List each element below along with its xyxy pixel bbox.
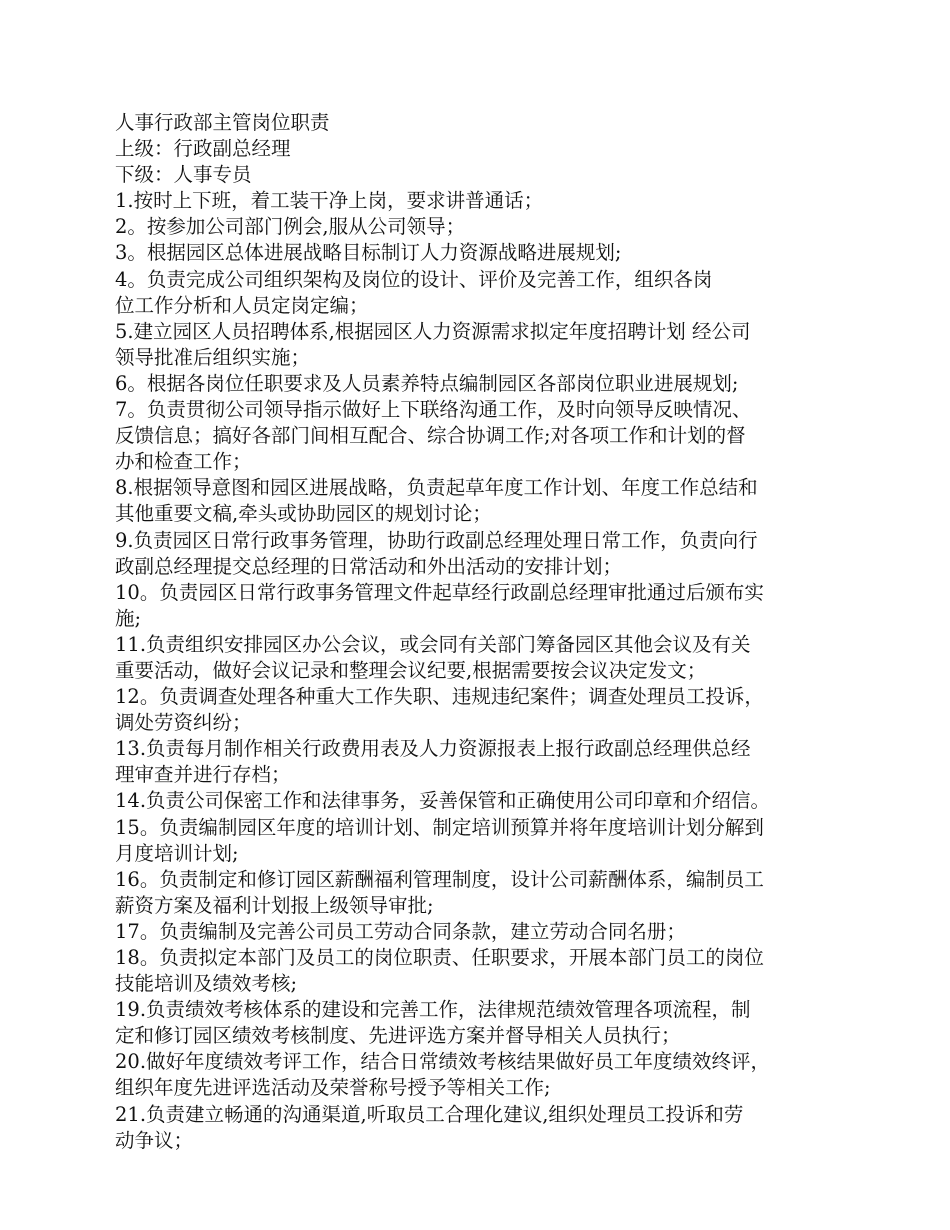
duty-line: 12。负责调查处理各种重大工作失职、违规违纪案件；调查处理员工投诉， — [115, 685, 764, 709]
duty-line: 反馈信息；搞好各部门间相互配合、综合协调工作;对各项工作和计划的督 — [115, 424, 746, 448]
subordinate-line: 下级：人事专员 — [115, 163, 252, 187]
duty-line: 19.负责绩效考核体系的建设和完善工作，法律规范绩效管理各项流程，制 — [115, 998, 751, 1022]
duty-line: 调处劳资纠纷； — [115, 711, 252, 735]
duty-line: 1.按时上下班，着工装干净上岗，要求讲普通话； — [115, 189, 544, 213]
duty-line: 10。负责园区日常行政事务管理文件起草经行政副总经理审批通过后颁布实 — [115, 580, 764, 604]
duty-line: 16。负责制定和修订园区薪酬福利管理制度，设计公司薪酬体系，编制员工 — [115, 867, 764, 891]
duty-line: 6。根据各岗位任职要求及人员素养特点编制园区各部岗位职业进展规划; — [115, 371, 739, 395]
superior-line: 上级：行政副总经理 — [115, 137, 291, 161]
duty-line: 3。根据园区总体进展战略目标制订人力资源战略进展规划; — [115, 241, 622, 265]
duty-line: 领导批准后组织实施； — [115, 345, 311, 369]
duty-line: 政副总经理提交总经理的日常活动和外出活动的安排计划； — [115, 554, 623, 578]
duty-line: 8.根据领导意图和园区进展战略，负责起草年度工作计划、年度工作总结和 — [115, 476, 758, 500]
duty-line: 理审查并进行存档； — [115, 763, 291, 787]
duty-line: 施; — [115, 606, 142, 630]
duty-line: 13.负责每月制作相关行政费用表及人力资源报表上报行政副总经理供总经 — [115, 737, 751, 761]
duty-line: 21.负责建立畅通的沟通渠道,听取员工合理化建议,组织处理员工投诉和劳 — [115, 1102, 744, 1126]
duty-line: 办和检查工作； — [115, 450, 252, 474]
duty-line: 14.负责公司保密工作和法律事务，妥善保管和正确使用公司印章和介绍信。 — [115, 789, 771, 813]
document-body — [115, 110, 855, 1154]
duty-line: 20.做好年度绩效考评工作，结合日常绩效考核结果做好员工年度绩效终评， — [115, 1050, 771, 1074]
duty-line: 5.建立园区人员招聘体系,根据园区人力资源需求拟定年度招聘计划 经公司 — [115, 319, 751, 343]
duty-line: 位工作分析和人员定岗定编； — [115, 293, 369, 317]
duty-line: 7。负责贯彻公司领导指示做好上下联络沟通工作，及时向领导反映情况、 — [115, 398, 752, 422]
duty-line: 11.负责组织安排园区办公会议，或会同有关部门筹备园区其他会议及有关 — [115, 632, 751, 656]
duties-list — [115, 188, 855, 1153]
duty-line: 动争议； — [115, 1128, 194, 1152]
duty-line: 2。按参加公司部门例会,服从公司领导； — [115, 215, 466, 239]
duty-line: 定和修订园区绩效考核制度、先进评选方案并督导相关人员执行； — [115, 1024, 681, 1048]
duty-line: 其他重要文稿,牵头或协助园区的规划讨论； — [115, 502, 492, 526]
duty-line: 薪资方案及福利计划报上级领导审批; — [115, 893, 434, 917]
duty-line: 组织年度先进评选活动及荣誉称号授予等相关工作; — [115, 1076, 551, 1100]
duty-line: 18。负责拟定本部门及员工的岗位职责、任职要求，开展本部门员工的岗位 — [115, 946, 764, 969]
duty-line: 重要活动，做好会议记录和整理会议纪要,根据需要按会议决定发文； — [115, 658, 707, 682]
document-title: 人事行政部主管岗位职责 — [115, 111, 330, 134]
duty-line: 17。负责编制及完善公司员工劳动合同条款，建立劳动合同名册； — [115, 919, 686, 943]
duty-line: 9.负责园区日常行政事务管理，协助行政副总经理处理日常工作，负责向行 — [115, 528, 758, 552]
duty-line: 技能培训及绩效考核; — [115, 972, 298, 996]
duty-line: 15。负责编制园区年度的培训计划、制定培训预算并将年度培训计划分解到 — [115, 815, 764, 839]
duty-line: 4。负责完成公司组织架构及岗位的设计、评价及完善工作，组织各岗 — [115, 267, 713, 291]
duty-line: 月度培训计划; — [115, 841, 239, 865]
